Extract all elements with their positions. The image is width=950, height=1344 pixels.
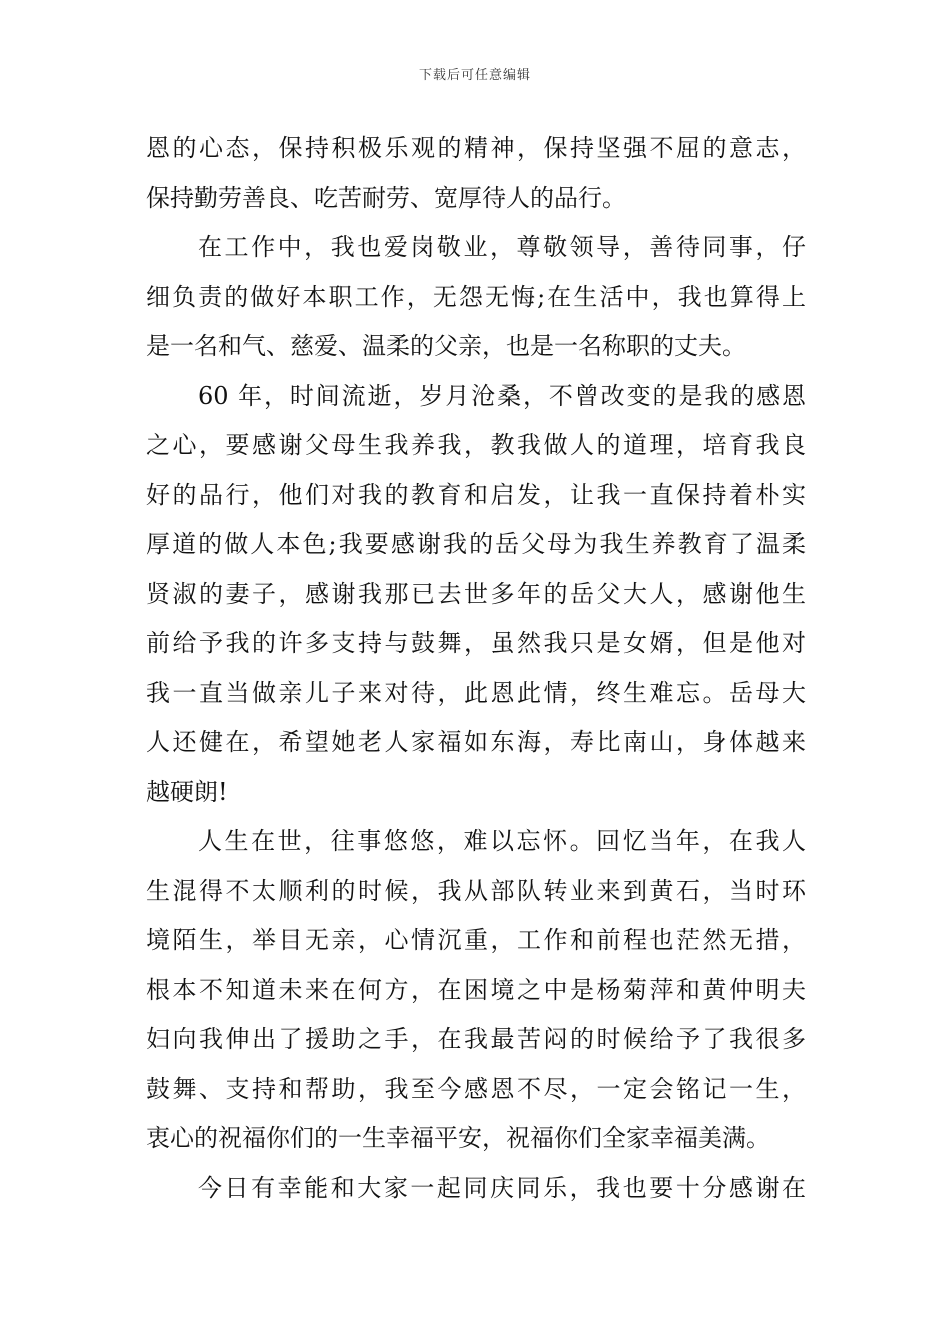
text-line: 妇向我伸出了援助之手，在我最苦闷的时候给予了我很多 — [146, 1025, 806, 1053]
text-line: 越硬朗! — [146, 777, 228, 806]
text-line: 生混得不太顺利的时候，我从部队转业来到黄石，当时环 — [146, 876, 806, 905]
text-line: 好的品行，他们对我的教育和启发，让我一直保持着朴实 — [146, 480, 806, 509]
page-header-note: 下载后可任意编辑 — [418, 68, 531, 83]
text-line: 在工作中，我也爱岗敬业，尊敬领导，善待同事，仔 — [198, 233, 806, 261]
text-line: 细负责的做好本职工作，无怨无悔;在生活中，我也算得上 — [146, 282, 806, 311]
text-line: 人还健在，希望她老人家福如东海，寿比南山，身体越来 — [146, 728, 806, 756]
text-line: 前给予我的许多支持与鼓舞，虽然我只是女婿，但是他对 — [146, 629, 806, 657]
text-line: 厚道的做人本色;我要感谢我的岳父母为我生养教育了温柔 — [146, 530, 806, 558]
text-line: 是一名和气、慈爱、温柔的父亲，也是一名称职的丈夫。 — [146, 332, 746, 360]
text-line: 恩的心态，保持积极乐观的精神，保持坚强不屈的意志， — [146, 134, 806, 162]
text-line: 今日有幸能和大家一起同庆同乐，我也要十分感谢在 — [198, 1173, 806, 1202]
text-line: 鼓舞、支持和帮助，我至今感恩不尽，一定会铭记一生， — [146, 1074, 806, 1103]
text-line: 根本不知道未来在何方，在困境之中是杨菊萍和黄仲明夫 — [146, 975, 806, 1004]
text-line: 我一直当做亲儿子来对待，此恩此情，终生难忘。岳母大 — [146, 678, 806, 707]
text-line: 贤淑的妻子，感谢我那已去世多年的岳父大人，感谢他生 — [146, 579, 806, 608]
text-line: 衷心的祝福你们的一生幸福平安，祝福你们全家幸福美满。 — [146, 1124, 770, 1152]
text-line: 保持勤劳善良、吃苦耐劳、宽厚待人的品行。 — [146, 183, 626, 212]
text-line: 60 年，时间流逝，岁月沧桑，不曾改变的是我的感恩 — [198, 381, 806, 410]
text-line: 境陌生，举目无亲，心情沉重，工作和前程也茫然无措， — [146, 926, 806, 954]
body-text — [146, 124, 806, 1213]
text-line: 之心，要感谢父母生我养我，教我做人的道理，培育我良 — [146, 431, 806, 459]
text-line: 人生在世，往事悠悠，难以忘怀。回忆当年，在我人 — [198, 827, 806, 855]
